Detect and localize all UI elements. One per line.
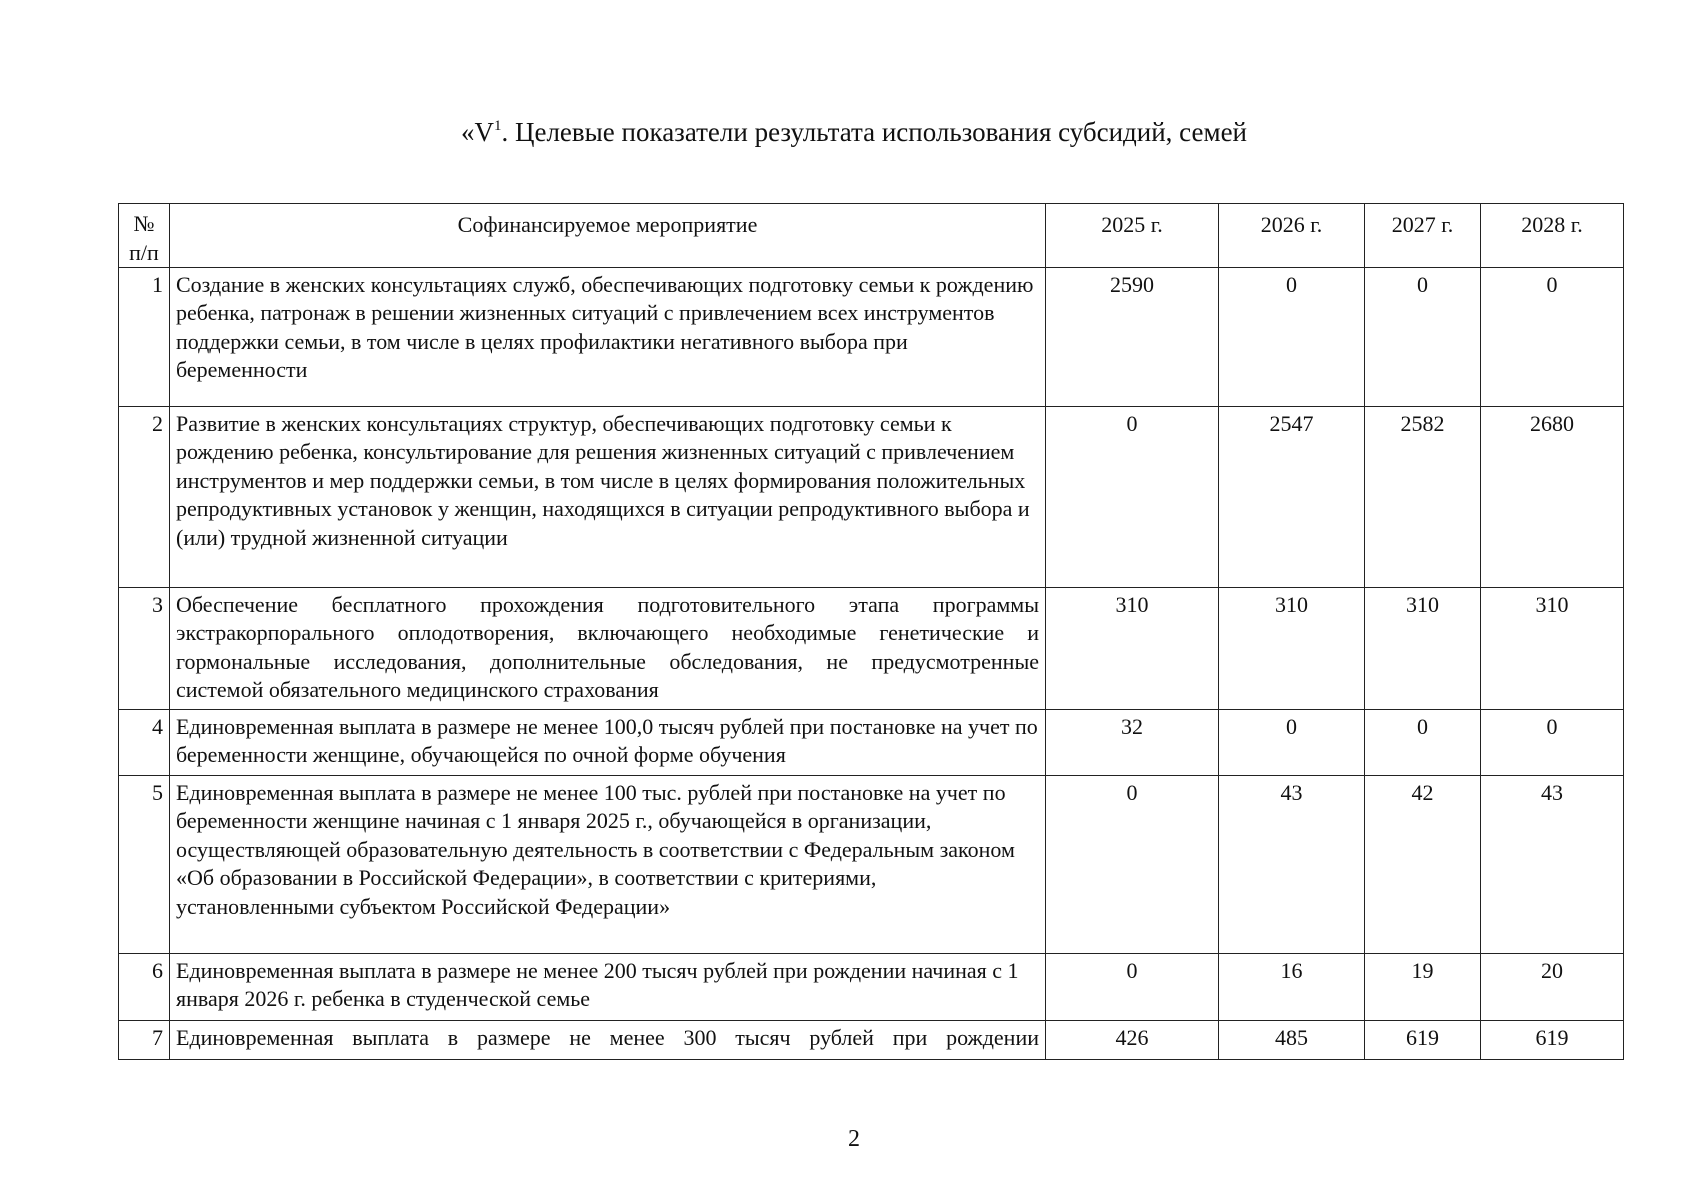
- row-activity: Создание в женских консультациях служб, обеспечивающих подготовку семьи к рождению ребенка, патронаж в решении жизненных ситуаций с привлечением всех инструментов поддержки семьи, в том числе в целях профилактики негативного выбора при беременности: [170, 268, 1046, 407]
- value-2028: 20: [1481, 954, 1624, 1021]
- row-number: 4: [119, 710, 170, 776]
- value-2027: 42: [1365, 776, 1481, 954]
- value-2025: 426: [1046, 1021, 1219, 1060]
- target-indicators-table: [118, 203, 1624, 1060]
- value-2026: 310: [1219, 588, 1365, 710]
- row-activity: Единовременная выплата в размере не менее 200 тысяч рублей при рождении начиная с 1 января 2026 г. ребенка в студенческой семье: [170, 954, 1046, 1021]
- row-activity: Единовременная выплата в размере не менее 100 тыс. рублей при постановке на учет по беременности женщине начиная с 1 января 2025 г., обучающейся в организации, осуществляющей образовательную деятельность в соответствии с Федеральным законом «Об образовании в Российской Федерации», в соответствии с критериями, установленными субъектом Российской Федерации»: [170, 776, 1046, 954]
- value-2026: 2547: [1219, 407, 1365, 588]
- value-2026: 485: [1219, 1021, 1365, 1060]
- value-2025: 310: [1046, 588, 1219, 710]
- table-row: [119, 776, 1624, 954]
- row-number: 3: [119, 588, 170, 710]
- table-row: [119, 710, 1624, 776]
- value-2025: 0: [1046, 776, 1219, 954]
- row-number: 5: [119, 776, 170, 954]
- value-2027: 0: [1365, 268, 1481, 407]
- header-2025: 2025 г.: [1046, 204, 1219, 268]
- header-2028: 2028 г.: [1481, 204, 1624, 268]
- value-2027: 19: [1365, 954, 1481, 1021]
- table-header-row: [119, 204, 1624, 268]
- table-row: [119, 407, 1624, 588]
- table-row: [119, 588, 1624, 710]
- row-number: 2: [119, 407, 170, 588]
- page-title: [0, 115, 1708, 149]
- row-activity: Развитие в женских консультациях структур, обеспечивающих подготовку семьи к рождению ребенка, консультирование для решения жизненных ситуаций с привлечением инструментов и мер поддержки семьи, в том числе в целях формирования положительных репродуктивных установок у женщин, находящихся в ситуации репродуктивного выбора и (или) трудной жизненной ситуации: [170, 407, 1046, 588]
- value-2028: 43: [1481, 776, 1624, 954]
- header-2027: 2027 г.: [1365, 204, 1481, 268]
- header-2026: 2026 г.: [1219, 204, 1365, 268]
- value-2028: 310: [1481, 588, 1624, 710]
- title-prefix: «V: [460, 117, 494, 147]
- value-2025: 2590: [1046, 268, 1219, 407]
- value-2026: 0: [1219, 268, 1365, 407]
- value-2025: 0: [1046, 954, 1219, 1021]
- title-text: . Целевые показатели результата использования субсидий, семей: [501, 117, 1248, 147]
- table-row: [119, 1021, 1624, 1060]
- title-superscript: 1: [493, 118, 502, 134]
- value-2026: 0: [1219, 710, 1365, 776]
- row-activity: Единовременная выплата в размере не менее 300 тысяч рублей при рождении: [170, 1021, 1046, 1060]
- page-number: 2: [848, 1126, 860, 1152]
- row-number: 7: [119, 1021, 170, 1060]
- value-2027: 2582: [1365, 407, 1481, 588]
- header-activity: Софинансируемое мероприятие: [170, 204, 1046, 268]
- table-row: [119, 268, 1624, 407]
- value-2026: 43: [1219, 776, 1365, 954]
- row-number: 1: [119, 268, 170, 407]
- value-2028: 619: [1481, 1021, 1624, 1060]
- row-activity: Обеспечение бесплатного прохождения подготовительного этапа программы экстракорпорального оплодотворения, включающего необходимые генетические и гормональные исследования, дополнительные обследования, не предусмотренные системой обязательного медицинского страхования: [170, 588, 1046, 710]
- value-2025: 0: [1046, 407, 1219, 588]
- value-2028: 0: [1481, 268, 1624, 407]
- value-2026: 16: [1219, 954, 1365, 1021]
- value-2027: 310: [1365, 588, 1481, 710]
- value-2028: 0: [1481, 710, 1624, 776]
- value-2027: 619: [1365, 1021, 1481, 1060]
- value-2028: 2680: [1481, 407, 1624, 588]
- value-2025: 32: [1046, 710, 1219, 776]
- header-number: № п/п: [119, 204, 170, 268]
- value-2027: 0: [1365, 710, 1481, 776]
- row-activity: Единовременная выплата в размере не менее 100,0 тысяч рублей при постановке на учет по беременности женщине, обучающейся по очной форме обучения: [170, 710, 1046, 776]
- row-number: 6: [119, 954, 170, 1021]
- table-row: [119, 954, 1624, 1021]
